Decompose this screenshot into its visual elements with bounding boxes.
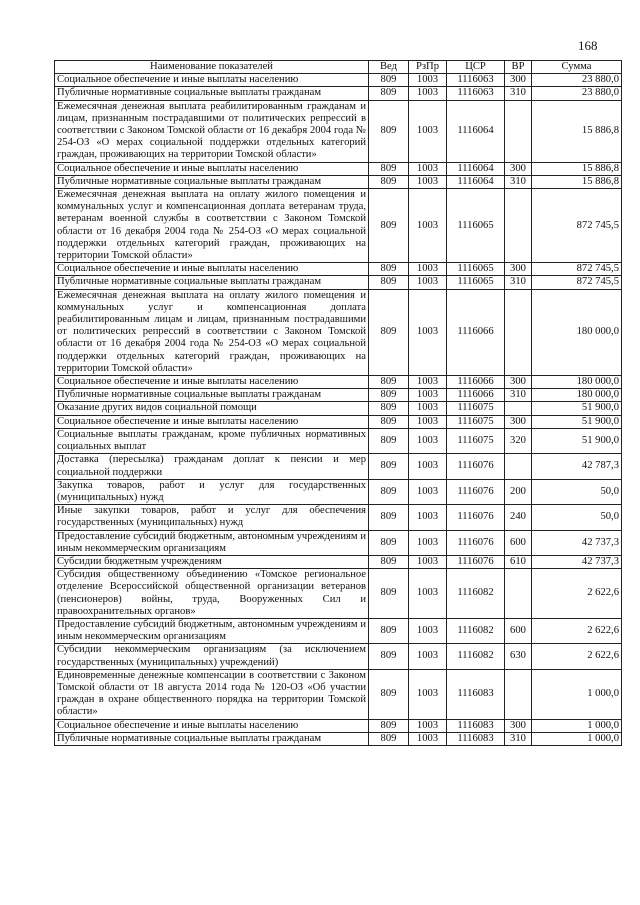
row-name: Социальное обеспечение и иные выплаты населению xyxy=(55,263,369,276)
row-sum: 1 000,0 xyxy=(532,719,622,732)
row-name: Публичные нормативные социальные выплаты гражданам xyxy=(55,732,369,745)
row-csr: 1116066 xyxy=(447,289,505,375)
row-rzpr: 1003 xyxy=(409,276,447,289)
row-rzpr: 1003 xyxy=(409,428,447,453)
row-ved: 809 xyxy=(369,479,409,504)
table-row xyxy=(55,644,622,669)
row-sum: 1 000,0 xyxy=(532,732,622,745)
row-rzpr: 1003 xyxy=(409,505,447,530)
row-rzpr: 1003 xyxy=(409,644,447,669)
table-row xyxy=(55,87,622,100)
row-ved: 809 xyxy=(369,263,409,276)
row-vr xyxy=(505,569,532,619)
row-ved: 809 xyxy=(369,289,409,375)
row-vr xyxy=(505,669,532,719)
row-csr: 1116065 xyxy=(447,189,505,263)
row-rzpr: 1003 xyxy=(409,402,447,415)
budget-table xyxy=(54,60,622,746)
row-rzpr: 1003 xyxy=(409,669,447,719)
table-row xyxy=(55,402,622,415)
row-ved: 809 xyxy=(369,276,409,289)
row-name: Социальное обеспечение и иные выплаты населению xyxy=(55,74,369,87)
row-sum: 50,0 xyxy=(532,479,622,504)
row-rzpr: 1003 xyxy=(409,618,447,643)
table-row xyxy=(55,454,622,479)
row-csr: 1116076 xyxy=(447,555,505,568)
row-sum: 1 000,0 xyxy=(532,669,622,719)
row-sum: 42 737,3 xyxy=(532,530,622,555)
row-rzpr: 1003 xyxy=(409,415,447,428)
row-sum: 2 622,6 xyxy=(532,644,622,669)
table-row xyxy=(55,479,622,504)
row-rzpr: 1003 xyxy=(409,376,447,389)
row-vr: 600 xyxy=(505,618,532,643)
table-row xyxy=(55,669,622,719)
row-vr: 300 xyxy=(505,376,532,389)
row-ved: 809 xyxy=(369,719,409,732)
row-ved: 809 xyxy=(369,415,409,428)
header-ved: Вед xyxy=(369,61,409,74)
row-rzpr: 1003 xyxy=(409,263,447,276)
row-sum: 42 737,3 xyxy=(532,555,622,568)
row-rzpr: 1003 xyxy=(409,479,447,504)
row-ved: 809 xyxy=(369,402,409,415)
row-ved: 809 xyxy=(369,618,409,643)
row-name: Предоставление субсидий бюджетным, автономным учреждениям и иным некоммерческим организациям xyxy=(55,530,369,555)
row-name: Субсидии некоммерческим организациям (за исключением государственных (муниципальных) учреждений) xyxy=(55,644,369,669)
row-csr: 1116076 xyxy=(447,479,505,504)
row-name: Публичные нормативные социальные выплаты гражданам xyxy=(55,175,369,188)
row-vr: 310 xyxy=(505,87,532,100)
row-ved: 809 xyxy=(369,100,409,162)
row-vr xyxy=(505,454,532,479)
table-row xyxy=(55,376,622,389)
row-ved: 809 xyxy=(369,74,409,87)
row-vr xyxy=(505,189,532,263)
row-ved: 809 xyxy=(369,530,409,555)
row-name: Предоставление субсидий бюджетным, автономным учреждениям и иным некоммерческим организациям xyxy=(55,618,369,643)
row-csr: 1116076 xyxy=(447,505,505,530)
table-row xyxy=(55,74,622,87)
row-ved: 809 xyxy=(369,389,409,402)
row-rzpr: 1003 xyxy=(409,175,447,188)
row-sum: 2 622,6 xyxy=(532,569,622,619)
row-csr: 1116082 xyxy=(447,569,505,619)
row-csr: 1116083 xyxy=(447,732,505,745)
row-csr: 1116066 xyxy=(447,376,505,389)
row-vr xyxy=(505,402,532,415)
table-row xyxy=(55,263,622,276)
row-ved: 809 xyxy=(369,555,409,568)
row-vr: 300 xyxy=(505,719,532,732)
row-csr: 1116075 xyxy=(447,415,505,428)
row-name: Оказание других видов социальной помощи xyxy=(55,402,369,415)
row-sum: 51 900,0 xyxy=(532,415,622,428)
row-sum: 15 886,8 xyxy=(532,162,622,175)
header-name: Наименование показателей xyxy=(55,61,369,74)
row-vr: 600 xyxy=(505,530,532,555)
row-ved: 809 xyxy=(369,505,409,530)
row-ved: 809 xyxy=(369,644,409,669)
table-row xyxy=(55,289,622,375)
row-vr: 310 xyxy=(505,175,532,188)
row-rzpr: 1003 xyxy=(409,100,447,162)
table-row xyxy=(55,505,622,530)
row-name: Публичные нормативные социальные выплаты гражданам xyxy=(55,389,369,402)
row-csr: 1116076 xyxy=(447,454,505,479)
row-csr: 1116065 xyxy=(447,263,505,276)
row-vr: 630 xyxy=(505,644,532,669)
table-row xyxy=(55,162,622,175)
header-csr: ЦСР xyxy=(447,61,505,74)
row-name: Социальное обеспечение и иные выплаты населению xyxy=(55,415,369,428)
table-row xyxy=(55,618,622,643)
row-ved: 809 xyxy=(369,189,409,263)
table-row xyxy=(55,719,622,732)
table-row xyxy=(55,276,622,289)
table-body xyxy=(55,74,622,746)
row-name: Ежемесячная денежная выплата на оплату жилого помещения и коммунальных услуг и компенсационная доплата ветеранам труда, ветеранам военной службы в соответствии с Законом Томской области от 16 декабря 2004 года № 254-ОЗ «О мерах социальной поддержки отдельных категорий граждан, проживающих на территории Томской области» xyxy=(55,189,369,263)
row-vr: 310 xyxy=(505,276,532,289)
table-row xyxy=(55,389,622,402)
row-vr: 300 xyxy=(505,74,532,87)
row-vr xyxy=(505,289,532,375)
row-csr: 1116064 xyxy=(447,175,505,188)
row-name: Единовременные денежные компенсации в соответствии с Законом Томской области от 18 августа 2014 года № 120-ОЗ «Об участии граждан в охране общественного порядка на территории Томской области» xyxy=(55,669,369,719)
row-name: Субсидия общественному объединению «Томское региональное отделение Всероссийской общественной организации ветеранов (пенсионеров) войны, труда, Вооруженных Сил и правоохранительных органов» xyxy=(55,569,369,619)
row-vr: 300 xyxy=(505,263,532,276)
row-name: Социальное обеспечение и иные выплаты населению xyxy=(55,376,369,389)
row-rzpr: 1003 xyxy=(409,162,447,175)
row-csr: 1116076 xyxy=(447,530,505,555)
row-vr: 610 xyxy=(505,555,532,568)
row-csr: 1116083 xyxy=(447,719,505,732)
row-name: Социальные выплаты гражданам, кроме публичных нормативных социальных выплат xyxy=(55,428,369,453)
row-rzpr: 1003 xyxy=(409,87,447,100)
row-sum: 872 745,5 xyxy=(532,189,622,263)
row-csr: 1116082 xyxy=(447,618,505,643)
row-sum: 42 787,3 xyxy=(532,454,622,479)
row-sum: 51 900,0 xyxy=(532,402,622,415)
row-name: Ежемесячная денежная выплата реабилитированным гражданам и лицам, признанным пострадавшими от политических репрессий в соответствии с Законом Томской области от 16 декабря 2004 года № 254-ОЗ «О мерах социальной поддержки отдельных категорий граждан, проживающих на территории Томской области» xyxy=(55,100,369,162)
row-rzpr: 1003 xyxy=(409,74,447,87)
row-ved: 809 xyxy=(369,162,409,175)
row-csr: 1116075 xyxy=(447,428,505,453)
table-row xyxy=(55,732,622,745)
row-ved: 809 xyxy=(369,175,409,188)
row-name: Ежемесячная денежная выплата на оплату жилого помещения и коммунальных услуг и компенсационная доплата реабилитированным лицам и лицам, признанным пострадавшими от политических репрессий в соответствии с Законом Томской области от 16 декабря 2004 года № 254-ОЗ «О мерах социальной поддержки отдельных категорий граждан, проживающих на территории Томской области» xyxy=(55,289,369,375)
row-csr: 1116082 xyxy=(447,644,505,669)
row-name: Публичные нормативные социальные выплаты гражданам xyxy=(55,276,369,289)
row-name: Публичные нормативные социальные выплаты гражданам xyxy=(55,87,369,100)
row-rzpr: 1003 xyxy=(409,389,447,402)
row-sum: 23 880,0 xyxy=(532,87,622,100)
row-name: Субсидии бюджетным учреждениям xyxy=(55,555,369,568)
row-name: Социальное обеспечение и иные выплаты населению xyxy=(55,719,369,732)
row-csr: 1116083 xyxy=(447,669,505,719)
row-vr: 200 xyxy=(505,479,532,504)
row-csr: 1116064 xyxy=(447,162,505,175)
row-rzpr: 1003 xyxy=(409,719,447,732)
row-vr xyxy=(505,100,532,162)
row-csr: 1116064 xyxy=(447,100,505,162)
row-csr: 1116075 xyxy=(447,402,505,415)
row-ved: 809 xyxy=(369,87,409,100)
row-rzpr: 1003 xyxy=(409,569,447,619)
table-row xyxy=(55,530,622,555)
row-rzpr: 1003 xyxy=(409,530,447,555)
row-sum: 872 745,5 xyxy=(532,263,622,276)
row-vr: 310 xyxy=(505,389,532,402)
row-ved: 809 xyxy=(369,376,409,389)
table-row xyxy=(55,415,622,428)
header-sum: Сумма xyxy=(532,61,622,74)
table-row xyxy=(55,569,622,619)
row-sum: 872 745,5 xyxy=(532,276,622,289)
row-vr: 300 xyxy=(505,415,532,428)
row-ved: 809 xyxy=(369,732,409,745)
row-rzpr: 1003 xyxy=(409,555,447,568)
table-row xyxy=(55,428,622,453)
row-name: Иные закупки товаров, работ и услуг для обеспечения государственных (муниципальных) нужд xyxy=(55,505,369,530)
row-sum: 51 900,0 xyxy=(532,428,622,453)
row-rzpr: 1003 xyxy=(409,732,447,745)
row-vr: 320 xyxy=(505,428,532,453)
row-csr: 1116063 xyxy=(447,87,505,100)
row-vr: 310 xyxy=(505,732,532,745)
row-sum: 50,0 xyxy=(532,505,622,530)
row-vr: 240 xyxy=(505,505,532,530)
row-ved: 809 xyxy=(369,569,409,619)
row-sum: 180 000,0 xyxy=(532,289,622,375)
row-sum: 23 880,0 xyxy=(532,74,622,87)
row-csr: 1116063 xyxy=(447,74,505,87)
row-rzpr: 1003 xyxy=(409,189,447,263)
row-sum: 180 000,0 xyxy=(532,389,622,402)
header-vr: ВР xyxy=(505,61,532,74)
row-csr: 1116065 xyxy=(447,276,505,289)
table-header-row xyxy=(55,61,622,74)
table-row xyxy=(55,555,622,568)
row-name: Закупка товаров, работ и услуг для государственных (муниципальных) нужд xyxy=(55,479,369,504)
table-row xyxy=(55,175,622,188)
row-ved: 809 xyxy=(369,428,409,453)
page-number: 168 xyxy=(578,38,598,53)
row-name: Доставка (пересылка) гражданам доплат к пенсии и мер социальной поддержки xyxy=(55,454,369,479)
table-row xyxy=(55,100,622,162)
row-sum: 15 886,8 xyxy=(532,175,622,188)
row-vr: 300 xyxy=(505,162,532,175)
row-ved: 809 xyxy=(369,669,409,719)
row-rzpr: 1003 xyxy=(409,289,447,375)
row-name: Социальное обеспечение и иные выплаты населению xyxy=(55,162,369,175)
row-sum: 180 000,0 xyxy=(532,376,622,389)
row-csr: 1116066 xyxy=(447,389,505,402)
row-sum: 2 622,6 xyxy=(532,618,622,643)
row-sum: 15 886,8 xyxy=(532,100,622,162)
header-rzpr: РзПр xyxy=(409,61,447,74)
row-rzpr: 1003 xyxy=(409,454,447,479)
table-row xyxy=(55,189,622,263)
row-ved: 809 xyxy=(369,454,409,479)
